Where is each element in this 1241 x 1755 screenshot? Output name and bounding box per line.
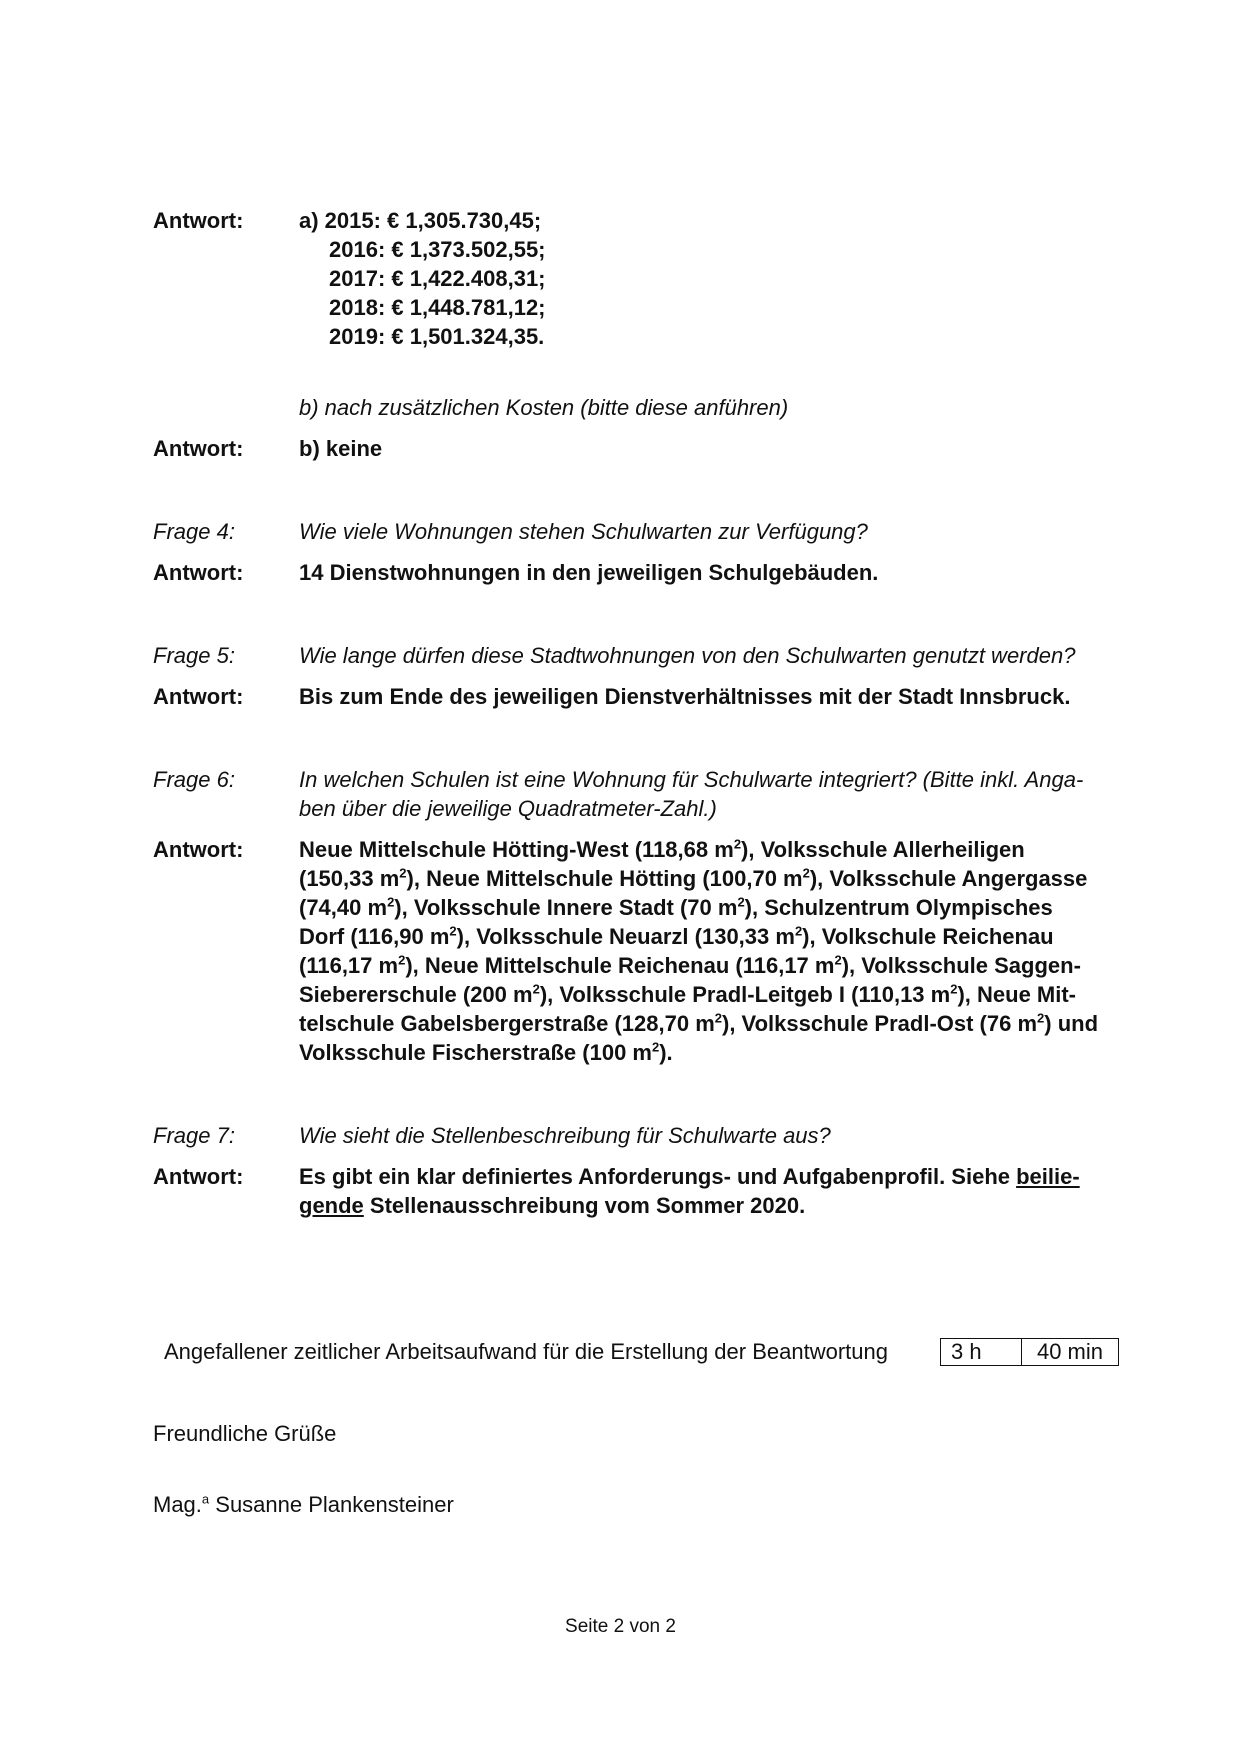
question-text: Wie viele Wohnungen stehen Schulwarten zur Verfügung? xyxy=(299,519,868,544)
answer-line: 2019: € 1,501.324,35. xyxy=(329,324,545,349)
answer-line: Es gibt ein klar definiertes Anforderungs- und Aufgabenprofil. Siehe beilie- xyxy=(299,1164,1080,1189)
effort-row xyxy=(164,1336,1124,1368)
answer-line: 2018: € 1,448.781,12; xyxy=(329,295,546,320)
question-line: ben über die jeweilige Quadratmeter-Zahl.) xyxy=(299,796,717,821)
answer-line: (150,33 $m^2$), Neue Mittelschule Hötting (100,70 $m^2$), Volksschule Angergasse xyxy=(299,865,1088,891)
effort-hours: 3 h xyxy=(941,1339,1022,1365)
answer-line: 2017: € 1,422.408,31; xyxy=(329,266,546,291)
question-text: Wie lange dürfen diese Stadtwohnungen von den Schulwarten genutzt werden? xyxy=(299,643,1076,668)
question-text: b) nach zusätzlichen Kosten (bitte diese anführen) xyxy=(299,395,789,420)
answer-line: Neue Mittelschule Hötting-West (118,68 $m^2$), Volksschule Allerheiligen xyxy=(299,836,1025,862)
question-text: Wie sieht die Stellenbeschreibung für Schulwarte aus? xyxy=(299,1123,831,1148)
answer-text xyxy=(299,1162,1241,1220)
question-label: Frage 5: xyxy=(153,643,235,668)
answer-label: Antwort: xyxy=(153,436,244,461)
page-number: Seite 2 von 2 xyxy=(565,1616,676,1637)
answer-text xyxy=(299,835,1241,1067)
question-line: In welchen Schulen ist eine Wohnung für Schulwarte integriert? (Bitte inkl. Anga- xyxy=(299,767,1084,792)
answer-line: Siebererschule (200 $m^2$), Volksschule Pradl-Leitgeb I (110,13 $m^2$), Neue Mit- xyxy=(299,981,1077,1007)
answer-label: Antwort: xyxy=(153,1164,244,1189)
answer-text: b) keine xyxy=(299,436,383,461)
answer-text: Bis zum Ende des jeweiligen Dienstverhältnisses mit der Stadt Innsbruck. xyxy=(299,684,1071,709)
question-label: Frage 4: xyxy=(153,519,235,544)
answer-line: (74,40 $m^2$), Volksschule Innere Stadt (70 $m^2$), Schulzentrum Olympisches xyxy=(299,894,1053,920)
effort-table xyxy=(940,1338,1119,1366)
answer-line: 2016: € 1,373.502,55; xyxy=(329,237,546,262)
answer-line: gende Stellenausschreibung vom Sommer 2020. xyxy=(299,1193,806,1218)
answer-line: telschule Gabelsbergerstraße (128,70 $m^2$), Volksschule Pradl-Ost (76 $m^2$) und xyxy=(299,1010,1099,1036)
answer-label: Antwort: xyxy=(153,560,244,585)
answer-label: Antwort: xyxy=(153,208,244,233)
effort-label: Angefallener zeitlicher Arbeitsaufwand für die Erstellung der Beantwortung xyxy=(164,1339,888,1364)
question-label: Frage 6: xyxy=(153,767,235,792)
answer-text xyxy=(299,206,1241,351)
answer-text: 14 Dienstwohnungen in den jeweiligen Schulgebäuden. xyxy=(299,560,879,585)
question-label: Frage 7: xyxy=(153,1123,235,1148)
attachment-link[interactable]: gende xyxy=(299,1193,364,1218)
greeting: Freundliche Grüße xyxy=(153,1421,337,1446)
answer-line: Dorf (116,90 $m^2$), Volksschule Neuarzl (130,33 $m^2$), Volkschule Reichenau xyxy=(299,923,1054,949)
answer-line: a) 2015: € 1,305.730,45; xyxy=(299,208,542,233)
question-text xyxy=(299,765,1241,823)
answer-line: Volksschule Fischerstraße (100 $m^2$). xyxy=(299,1039,673,1065)
effort-minutes: 40 min xyxy=(1036,1339,1104,1364)
attachment-link[interactable]: beilie- xyxy=(1016,1164,1080,1189)
answer-label: Antwort: xyxy=(153,837,244,862)
answer-label: Antwort: xyxy=(153,684,244,709)
answer-line: (116,17 $m^2$), Neue Mittelschule Reichenau (116,17 $m^2$), Volksschule Saggen- xyxy=(299,952,1081,978)
signature: Mag.$^a$ Susanne Plankensteiner xyxy=(153,1491,454,1517)
